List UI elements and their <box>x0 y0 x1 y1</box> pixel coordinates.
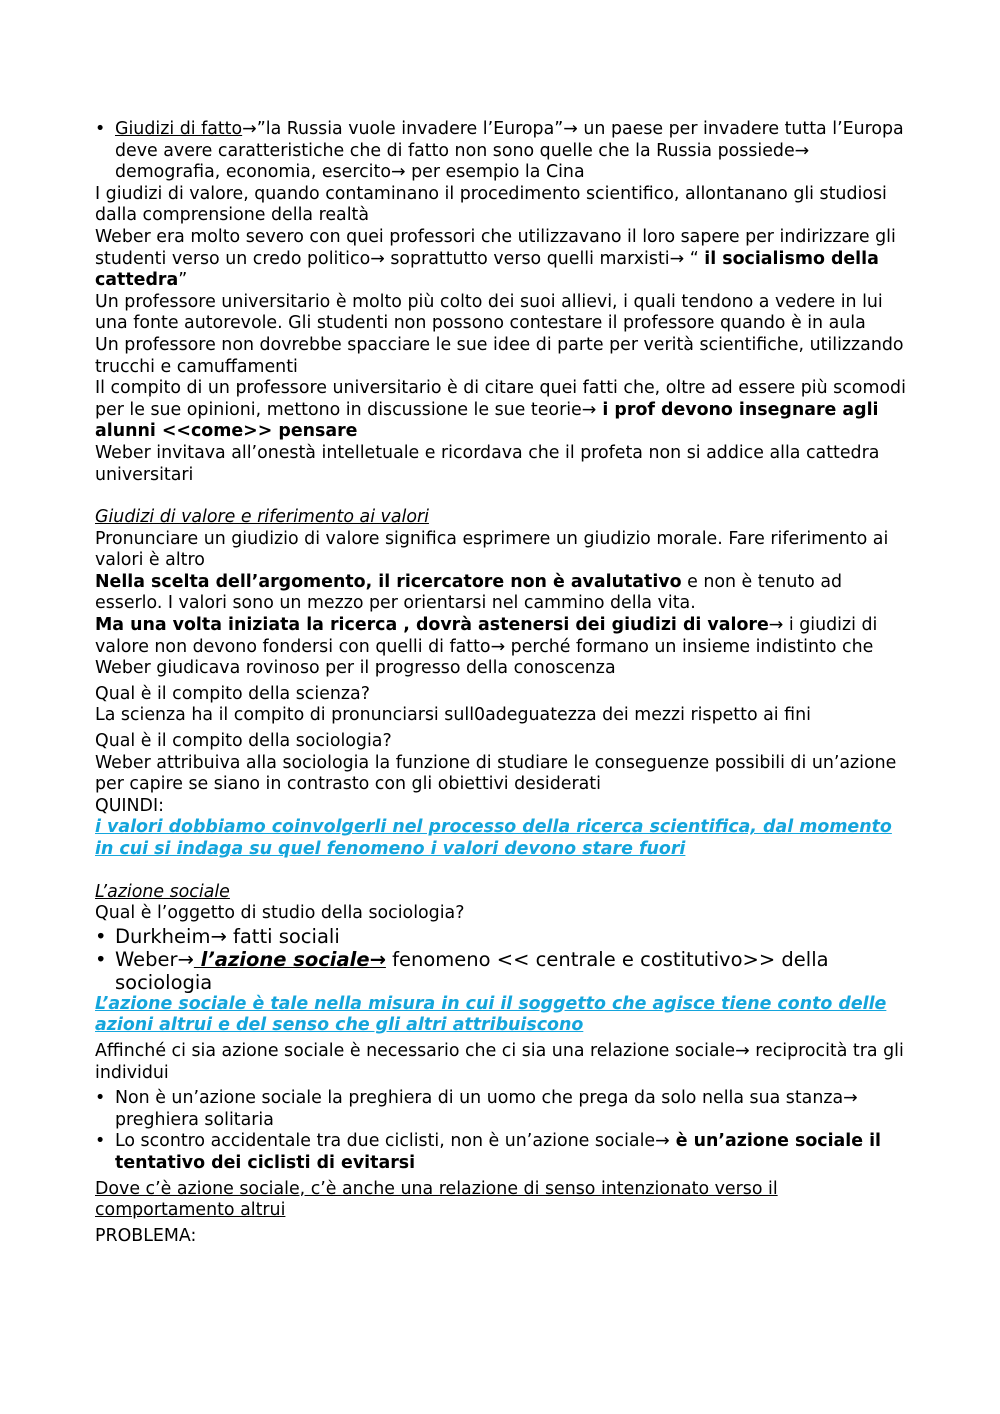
arrow-icon: → <box>669 248 685 269</box>
highlighted-conclusion: i valori dobbiamo coinvolgerli nel processo della ricerca scientifica, dal momento in cui si indaga su quel fenomeno i valori devono stare fuori <box>95 817 892 859</box>
arrow-icon: → <box>177 947 194 971</box>
document-body <box>95 119 910 1247</box>
bullet-icon: • <box>95 1088 106 1109</box>
text: l’azione sociale <box>193 947 370 971</box>
text: i giudizi di valore non devono fondersi con quelli di fatto <box>95 615 878 657</box>
arrow-icon: → <box>210 924 227 948</box>
question: Qual è il compito della sociologia? <box>95 731 392 752</box>
section-title-azione-sociale: L’azione sociale <box>95 881 230 902</box>
text: Affinché ci sia azione sociale è necessario che ci sia una relazione sociale <box>95 1040 736 1061</box>
bold-text: i prof devono insegnare agli alunni <<come>> pensare <box>95 399 879 442</box>
underlined-paragraph: Dove c’è azione sociale, c’è anche una relazione di senso intenzionato verso il comportamento altrui <box>95 1178 778 1221</box>
text: Lo scontro accidentale tra due ciclisti, non è un’azione sociale <box>115 1131 656 1152</box>
bullet-ciclisti <box>95 1131 910 1174</box>
problema-label: PROBLEMA: <box>95 1225 197 1246</box>
bullet-weber <box>95 948 910 994</box>
bold-text: il socialismo della cattedra <box>95 248 879 291</box>
question: Qual è l’oggetto di studio della sociologia? <box>95 903 465 924</box>
bold-italic-text <box>194 948 386 971</box>
text: demografia, economia, esercito <box>115 162 391 183</box>
arrow-icon: → <box>735 1040 750 1061</box>
section-title-giudizi-di-valore: Giudizi di valore e riferimento ai valori <box>95 507 429 528</box>
paragraph <box>95 615 910 680</box>
paragraph: Weber invitava all’onestà intelletuale e ricordava che il profeta non si addice alla cattedra universitari <box>95 442 880 485</box>
giudizi-di-fatto-label: Giudizi di fatto <box>115 119 243 139</box>
bullet-icon: • <box>95 947 107 971</box>
text: preghiera solitaria <box>115 1109 274 1130</box>
bullet-preghiera <box>95 1088 910 1131</box>
bullet-icon: • <box>95 119 106 139</box>
bullet-durkheim <box>95 925 910 948</box>
text: Il compito di un professore universitario è di citare quei fatti che, oltre ad essere più scomodi per le sue opinioni, mettono in discussione le sue teorie <box>95 378 906 420</box>
paragraph: I giudizi di valore, quando contaminano il procedimento scientifico, allontanano gli studiosi dalla comprensione della realtà <box>95 183 887 226</box>
paragraph <box>95 1041 910 1084</box>
paragraph: Un professore non dovrebbe spacciare le sue idee di parte per verità scientifiche, utilizzando trucchi e camuffamenti <box>95 334 904 377</box>
text: “ <box>684 248 705 269</box>
arrow-icon: → <box>490 636 506 657</box>
arrow-icon: → <box>655 1131 670 1152</box>
text: fatti sociali <box>226 924 340 948</box>
text: ”la Russia vuole invadere l’Europa” <box>256 119 564 139</box>
arrow-icon: → <box>369 947 386 971</box>
bullet-icon: • <box>95 924 107 948</box>
text: reciprocità tra gli individui <box>95 1040 904 1083</box>
arrow-icon: → <box>843 1088 858 1109</box>
paragraph <box>95 572 910 615</box>
arrow-icon: → <box>581 399 597 420</box>
arrow-icon: → <box>390 162 406 183</box>
text: per esempio la Cina <box>405 162 585 183</box>
quindi-label: QUINDI: <box>95 795 164 816</box>
highlighted-definition: L’azione sociale è tale nella misura in cui il soggetto che agisce tiene conto delle azioni altrui e del senso che gli altri attribuiscono <box>95 993 887 1036</box>
question: Qual è il compito della scienza? <box>95 683 370 704</box>
text: e non è tenuto ad esserlo. I valori sono un mezzo per orientarsi nel cammino della vita. <box>95 571 843 614</box>
text: ” <box>178 270 188 291</box>
text: Non è un’azione sociale la preghiera di un uomo che prega da solo nella sua stanza <box>115 1088 844 1109</box>
bold-text: Nella scelta dell’argomento, il ricercatore non è avalutativo <box>95 571 682 592</box>
text: perché formano un insieme indistinto che Weber giudicava rovinoso per il progresso della conoscenza <box>95 636 874 679</box>
bullet-giudizi-di-fatto <box>95 119 910 184</box>
arrow-icon: → <box>563 119 578 139</box>
spacer <box>95 486 910 507</box>
bold-text: è un’azione sociale il tentativo dei ciclisti di evitarsi <box>115 1131 882 1173</box>
text: soprattutto verso quelli marxisti <box>384 248 670 269</box>
paragraph: Un professore universitario è molto più colto dei suoi allievi, i quali tendono a vedere in lui una fonte autorevole. Gli studenti non possono contestare il professore quando è in aula <box>95 291 883 334</box>
spacer <box>95 861 910 882</box>
bullet-icon: • <box>95 1131 106 1152</box>
text: Durkheim <box>115 924 211 948</box>
answer: La scienza ha il compito di pronunciarsi sull0adeguatezza dei mezzi rispetto ai fini <box>95 705 811 726</box>
answer: Weber attribuiva alla sociologia la funzione di studiare le conseguenze possibili di un’azione per capire se siano in contrasto con gli obiettivi desiderati <box>95 752 897 795</box>
arrow-icon: → <box>768 615 784 636</box>
text: Weber <box>115 947 178 971</box>
arrow-icon: → <box>794 140 810 161</box>
paragraph <box>95 227 910 292</box>
paragraph <box>95 378 910 443</box>
bold-text: Ma una volta iniziata la ricerca , dovrà astenersi dei giudizi di valore <box>95 615 769 636</box>
arrow-icon: → <box>242 119 257 139</box>
text: un paese per invadere tutta l’Europa deve avere caratteristiche che di fatto non sono quelle che la Russia possiede <box>115 119 904 161</box>
arrow-icon: → <box>370 248 385 269</box>
text: fenomeno << centrale e costitutivo>> della sociologia <box>115 947 829 994</box>
paragraph: Pronunciare un giudizio di valore significa esprimere un giudizio morale. Fare riferimento ai valori è altro <box>95 528 889 571</box>
text: Weber era molto severo con quei professori che utilizzavano il loro sapere per indirizzare gli studenti verso un credo politico <box>95 226 896 269</box>
